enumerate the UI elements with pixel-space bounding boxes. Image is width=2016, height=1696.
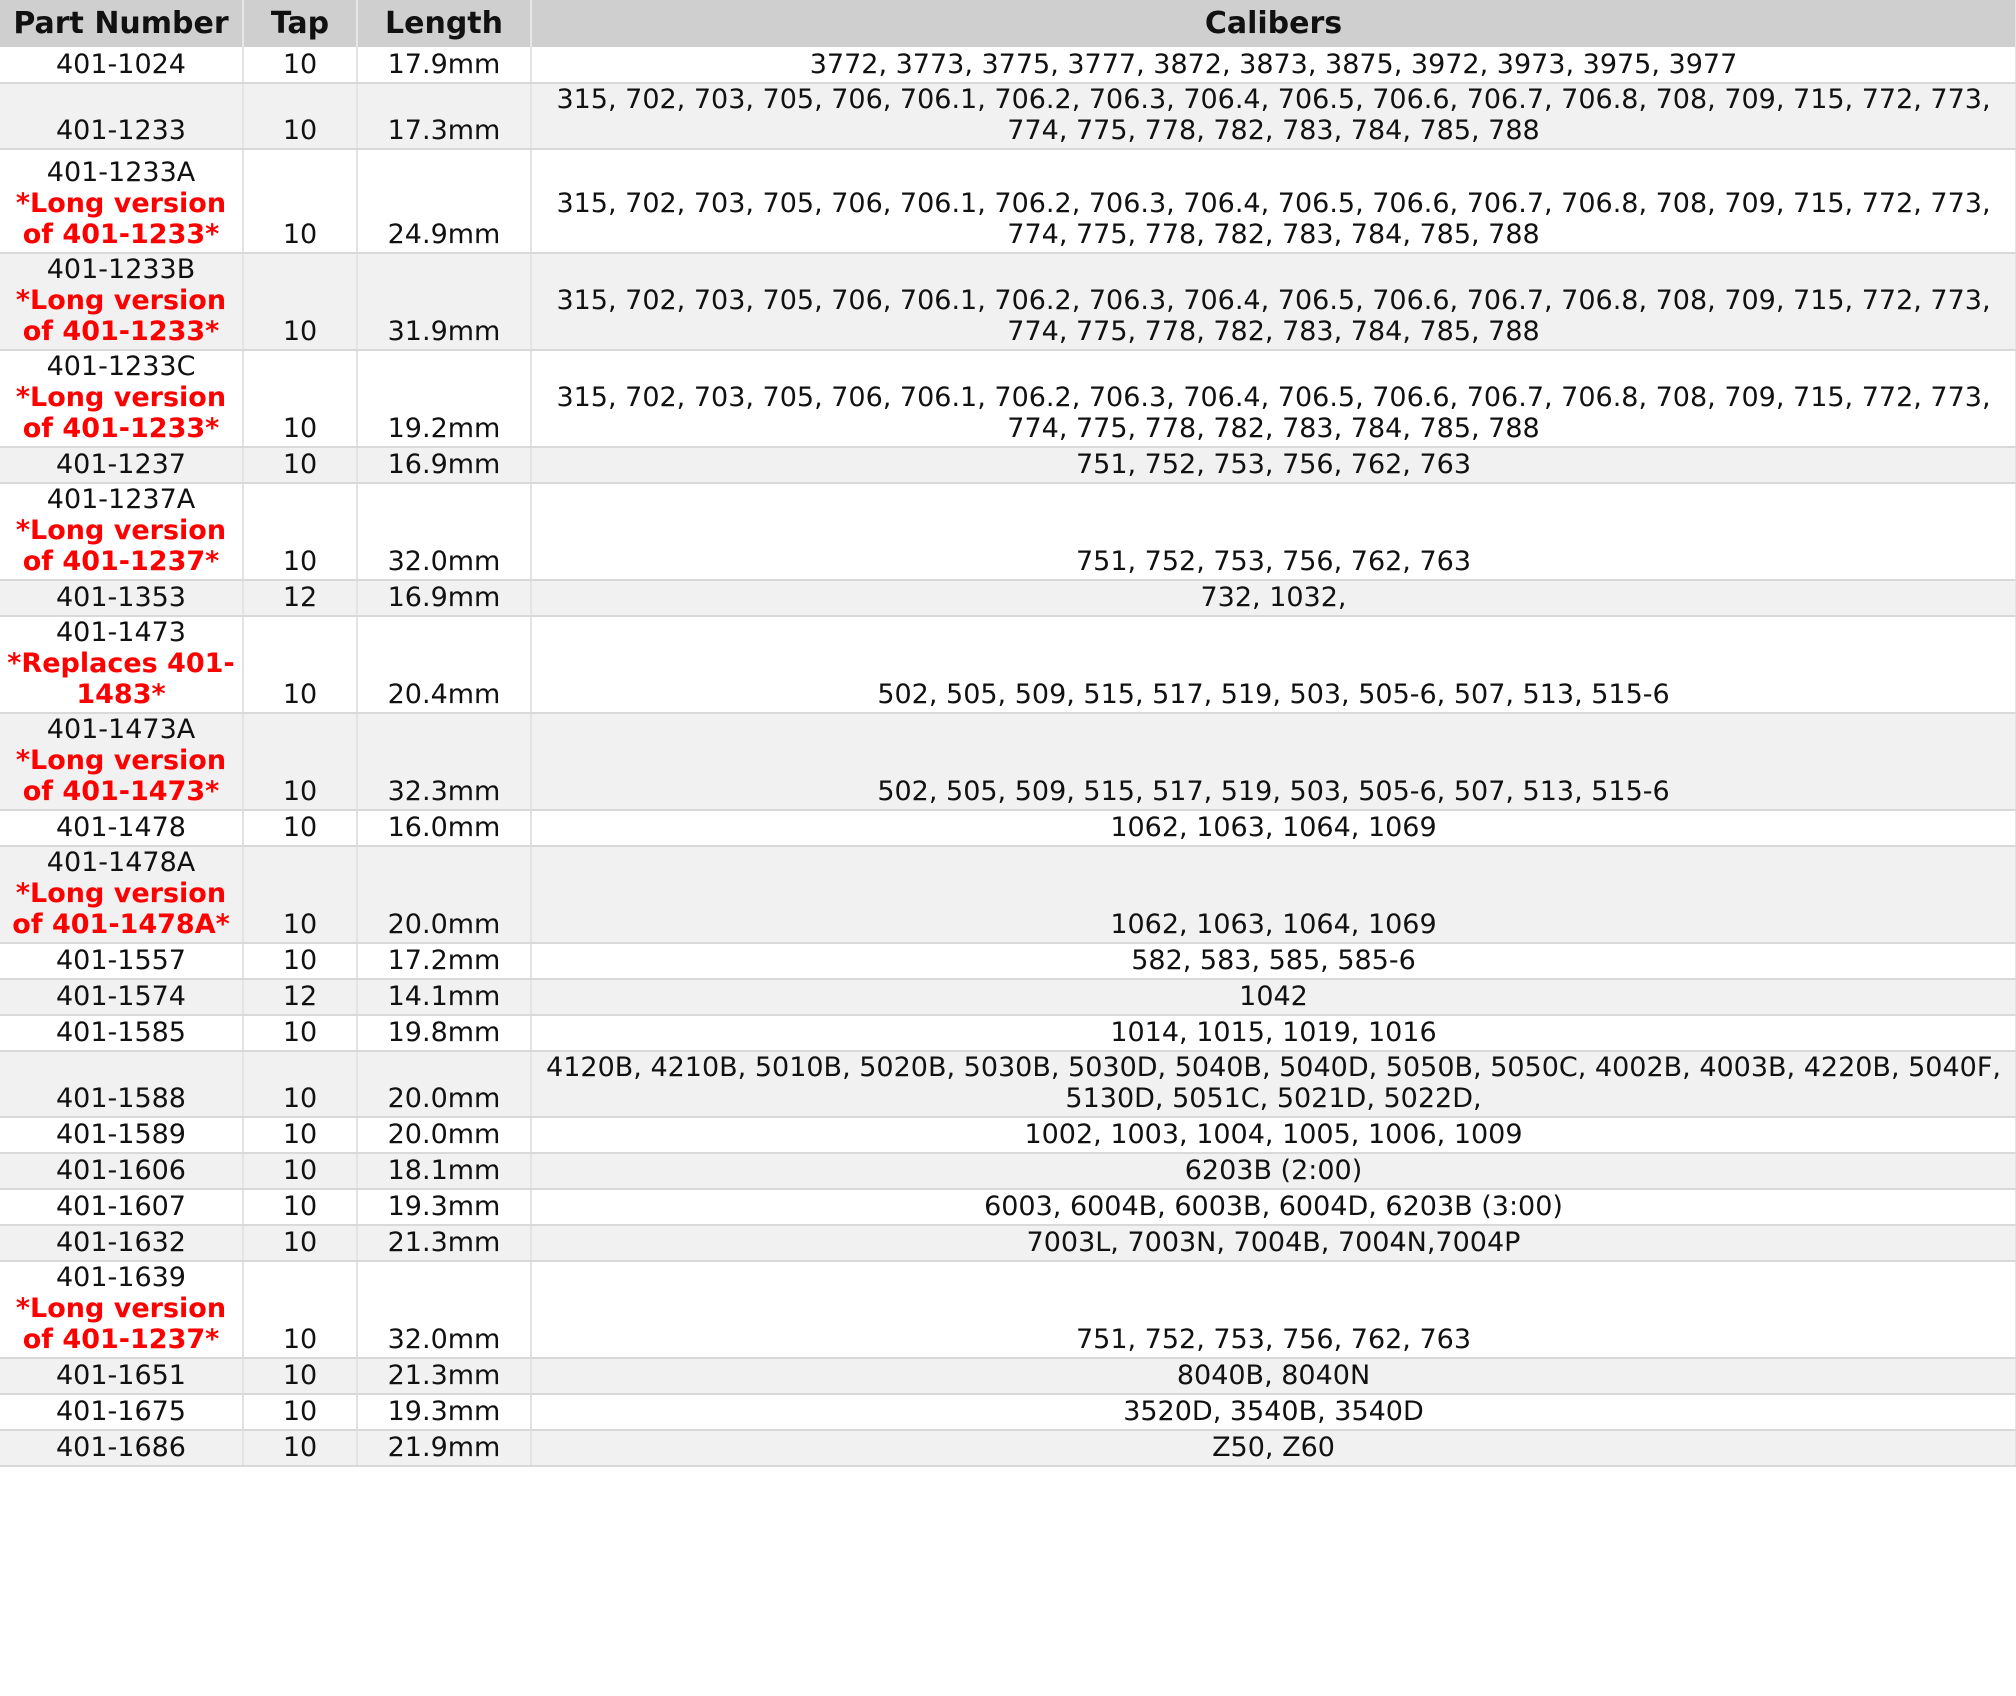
length-cell: 16.9mm	[357, 447, 531, 483]
table-row	[0, 580, 2016, 616]
table-row	[0, 1117, 2016, 1153]
part-number: 401-1233A	[46, 157, 196, 188]
part-number: 401-1588	[56, 1083, 186, 1114]
tap-cell: 10	[243, 447, 357, 483]
calibers-cell: 1014, 1015, 1019, 1016	[531, 1015, 2016, 1051]
tap-cell: 10	[243, 253, 357, 350]
tap-cell: 10	[243, 47, 357, 83]
part-number: 401-1639	[56, 1262, 186, 1293]
part-number-cell	[0, 83, 243, 149]
part-number-cell	[0, 1225, 243, 1261]
tap-cell: 10	[243, 350, 357, 447]
part-number: 401-1607	[56, 1191, 186, 1222]
part-note: *Long version of 401-1237*	[15, 1293, 227, 1355]
tap-cell: 10	[243, 1051, 357, 1117]
part-number: 401-1237A	[46, 484, 196, 515]
part-number: 401-1478A	[46, 847, 196, 878]
part-number-cell	[0, 580, 243, 616]
part-note: *Replaces 401-1483*	[7, 648, 235, 710]
calibers-cell: 1002, 1003, 1004, 1005, 1006, 1009	[531, 1117, 2016, 1153]
table-header-row	[0, 0, 2016, 47]
calibers-cell: 4120B, 4210B, 5010B, 5020B, 5030B, 5030D, 5040B, 5040D, 5050B, 5050C, 4002B, 4003B, 4220B, 5040F, 5130D, 5051C, 5021D, 5022D,	[531, 1051, 2016, 1117]
part-number-cell	[0, 447, 243, 483]
tap-cell: 10	[243, 1117, 357, 1153]
table-row	[0, 47, 2016, 83]
part-number-cell	[0, 253, 243, 350]
table-row	[0, 1225, 2016, 1261]
part-number-cell	[0, 979, 243, 1015]
part-number-cell	[0, 1261, 243, 1358]
calibers-cell: 7003L, 7003N, 7004B, 7004N,7004P	[531, 1225, 2016, 1261]
table-row	[0, 1394, 2016, 1430]
part-number: 401-1632	[56, 1227, 186, 1258]
part-number-cell	[0, 616, 243, 713]
part-number-cell	[0, 846, 243, 943]
length-cell: 17.3mm	[357, 83, 531, 149]
part-number-cell	[0, 1051, 243, 1117]
part-note: *Long version of 401-1233*	[15, 285, 227, 347]
tap-cell: 12	[243, 979, 357, 1015]
length-cell: 17.9mm	[357, 47, 531, 83]
length-cell: 21.3mm	[357, 1225, 531, 1261]
part-number: 401-1606	[56, 1155, 186, 1186]
tap-cell: 10	[243, 713, 357, 810]
length-cell: 20.0mm	[357, 1117, 531, 1153]
calibers-cell: 582, 583, 585, 585-6	[531, 943, 2016, 979]
table-row	[0, 253, 2016, 350]
part-number: 401-1557	[56, 945, 186, 976]
length-cell: 19.8mm	[357, 1015, 531, 1051]
calibers-cell: 6003, 6004B, 6003B, 6004D, 6203B (3:00)	[531, 1189, 2016, 1225]
length-cell: 20.4mm	[357, 616, 531, 713]
calibers-cell: 3772, 3773, 3775, 3777, 3872, 3873, 3875, 3972, 3973, 3975, 3977	[531, 47, 2016, 83]
length-cell: 21.3mm	[357, 1358, 531, 1394]
part-number-cell	[0, 47, 243, 83]
table-row	[0, 447, 2016, 483]
table-row	[0, 943, 2016, 979]
part-number: 401-1237	[56, 449, 186, 480]
header-calibers: Calibers	[531, 0, 2016, 47]
length-cell: 24.9mm	[357, 149, 531, 253]
table-row	[0, 350, 2016, 447]
part-number: 401-1478	[56, 812, 186, 843]
part-number-cell	[0, 1153, 243, 1189]
part-number: 401-1585	[56, 1017, 186, 1048]
length-cell: 32.0mm	[357, 483, 531, 580]
calibers-cell: 315, 702, 703, 705, 706, 706.1, 706.2, 706.3, 706.4, 706.5, 706.6, 706.7, 706.8, 708, 709, 715, 772, 773, 774, 775, 778, 782, 783, 784, 785, 788	[531, 149, 2016, 253]
tap-cell: 10	[243, 1015, 357, 1051]
table-row	[0, 1189, 2016, 1225]
calibers-cell: 1062, 1063, 1064, 1069	[531, 810, 2016, 846]
tap-cell: 10	[243, 616, 357, 713]
tap-cell: 10	[243, 943, 357, 979]
tap-cell: 10	[243, 810, 357, 846]
calibers-cell: 502, 505, 509, 515, 517, 519, 503, 505-6, 507, 513, 515-6	[531, 713, 2016, 810]
tap-cell: 10	[243, 1394, 357, 1430]
calibers-cell: 751, 752, 753, 756, 762, 763	[531, 483, 2016, 580]
part-number-cell	[0, 1430, 243, 1466]
part-number: 401-1473A	[46, 714, 196, 745]
part-number-cell	[0, 483, 243, 580]
length-cell: 19.3mm	[357, 1189, 531, 1225]
length-cell: 32.3mm	[357, 713, 531, 810]
part-note: *Long version of 401-1473*	[15, 745, 227, 807]
calibers-cell: 6203B (2:00)	[531, 1153, 2016, 1189]
part-number: 401-1574	[56, 981, 186, 1012]
calibers-cell: 732, 1032,	[531, 580, 2016, 616]
part-number: 401-1233B	[46, 254, 196, 285]
calibers-cell: 315, 702, 703, 705, 706, 706.1, 706.2, 706.3, 706.4, 706.5, 706.6, 706.7, 706.8, 708, 709, 715, 772, 773, 774, 775, 778, 782, 783, 784, 785, 788	[531, 83, 2016, 149]
tap-cell: 10	[243, 83, 357, 149]
table-row	[0, 1153, 2016, 1189]
header-part-number: Part Number	[0, 0, 243, 47]
tap-cell: 10	[243, 149, 357, 253]
part-number-cell	[0, 149, 243, 253]
part-number-cell	[0, 1117, 243, 1153]
part-number-cell	[0, 1358, 243, 1394]
length-cell: 20.0mm	[357, 1051, 531, 1117]
length-cell: 19.3mm	[357, 1394, 531, 1430]
part-number: 401-1353	[56, 582, 186, 613]
tap-cell: 10	[243, 846, 357, 943]
part-number: 401-1675	[56, 1396, 186, 1427]
table-row	[0, 846, 2016, 943]
header-length: Length	[357, 0, 531, 47]
table-row	[0, 1358, 2016, 1394]
table-row	[0, 483, 2016, 580]
calibers-cell: 751, 752, 753, 756, 762, 763	[531, 447, 2016, 483]
part-note: *Long version of 401-1233*	[15, 188, 227, 250]
table-row	[0, 1261, 2016, 1358]
calibers-cell: 315, 702, 703, 705, 706, 706.1, 706.2, 706.3, 706.4, 706.5, 706.6, 706.7, 706.8, 708, 709, 715, 772, 773, 774, 775, 778, 782, 783, 784, 785, 788	[531, 253, 2016, 350]
length-cell: 16.9mm	[357, 580, 531, 616]
calibers-cell: 751, 752, 753, 756, 762, 763	[531, 1261, 2016, 1358]
table-row	[0, 810, 2016, 846]
part-number-cell	[0, 713, 243, 810]
length-cell: 21.9mm	[357, 1430, 531, 1466]
table-row	[0, 616, 2016, 713]
tap-cell: 10	[243, 1261, 357, 1358]
part-number-cell	[0, 943, 243, 979]
table-row	[0, 979, 2016, 1015]
tap-cell: 10	[243, 1358, 357, 1394]
table-body	[0, 47, 2016, 1466]
part-number: 401-1686	[56, 1432, 186, 1463]
part-number: 401-1024	[56, 49, 186, 80]
part-number: 401-1651	[56, 1360, 186, 1391]
length-cell: 14.1mm	[357, 979, 531, 1015]
length-cell: 19.2mm	[357, 350, 531, 447]
table-row	[0, 1430, 2016, 1466]
calibers-cell: 1042	[531, 979, 2016, 1015]
tap-cell: 10	[243, 483, 357, 580]
part-number-cell	[0, 810, 243, 846]
length-cell: 32.0mm	[357, 1261, 531, 1358]
length-cell: 16.0mm	[357, 810, 531, 846]
table-row	[0, 149, 2016, 253]
part-note: *Long version of 401-1237*	[15, 515, 227, 577]
part-number-cell	[0, 350, 243, 447]
table-row	[0, 1051, 2016, 1117]
part-number-cell	[0, 1189, 243, 1225]
part-number: 401-1473	[56, 617, 186, 648]
length-cell: 17.2mm	[357, 943, 531, 979]
calibers-cell: 502, 505, 509, 515, 517, 519, 503, 505-6, 507, 513, 515-6	[531, 616, 2016, 713]
header-tap: Tap	[243, 0, 357, 47]
part-number: 401-1589	[56, 1119, 186, 1150]
tap-cell: 10	[243, 1430, 357, 1466]
table-row	[0, 1015, 2016, 1051]
part-number-cell	[0, 1394, 243, 1430]
tap-cell: 10	[243, 1153, 357, 1189]
table-row	[0, 713, 2016, 810]
length-cell: 18.1mm	[357, 1153, 531, 1189]
part-number-cell	[0, 1015, 243, 1051]
calibers-cell: 3520D, 3540B, 3540D	[531, 1394, 2016, 1430]
part-number: 401-1233	[56, 115, 186, 146]
part-note: *Long version of 401-1233*	[15, 382, 227, 444]
part-note: *Long version of 401-1478A*	[12, 878, 230, 940]
calibers-cell: 1062, 1063, 1064, 1069	[531, 846, 2016, 943]
length-cell: 31.9mm	[357, 253, 531, 350]
part-number: 401-1233C	[46, 351, 196, 382]
tap-cell: 10	[243, 1225, 357, 1261]
calibers-cell: Z50, Z60	[531, 1430, 2016, 1466]
calibers-cell: 315, 702, 703, 705, 706, 706.1, 706.2, 706.3, 706.4, 706.5, 706.6, 706.7, 706.8, 708, 709, 715, 772, 773, 774, 775, 778, 782, 783, 784, 785, 788	[531, 350, 2016, 447]
length-cell: 20.0mm	[357, 846, 531, 943]
tap-cell: 10	[243, 1189, 357, 1225]
tap-cell: 12	[243, 580, 357, 616]
calibers-cell: 8040B, 8040N	[531, 1358, 2016, 1394]
table-row	[0, 83, 2016, 149]
